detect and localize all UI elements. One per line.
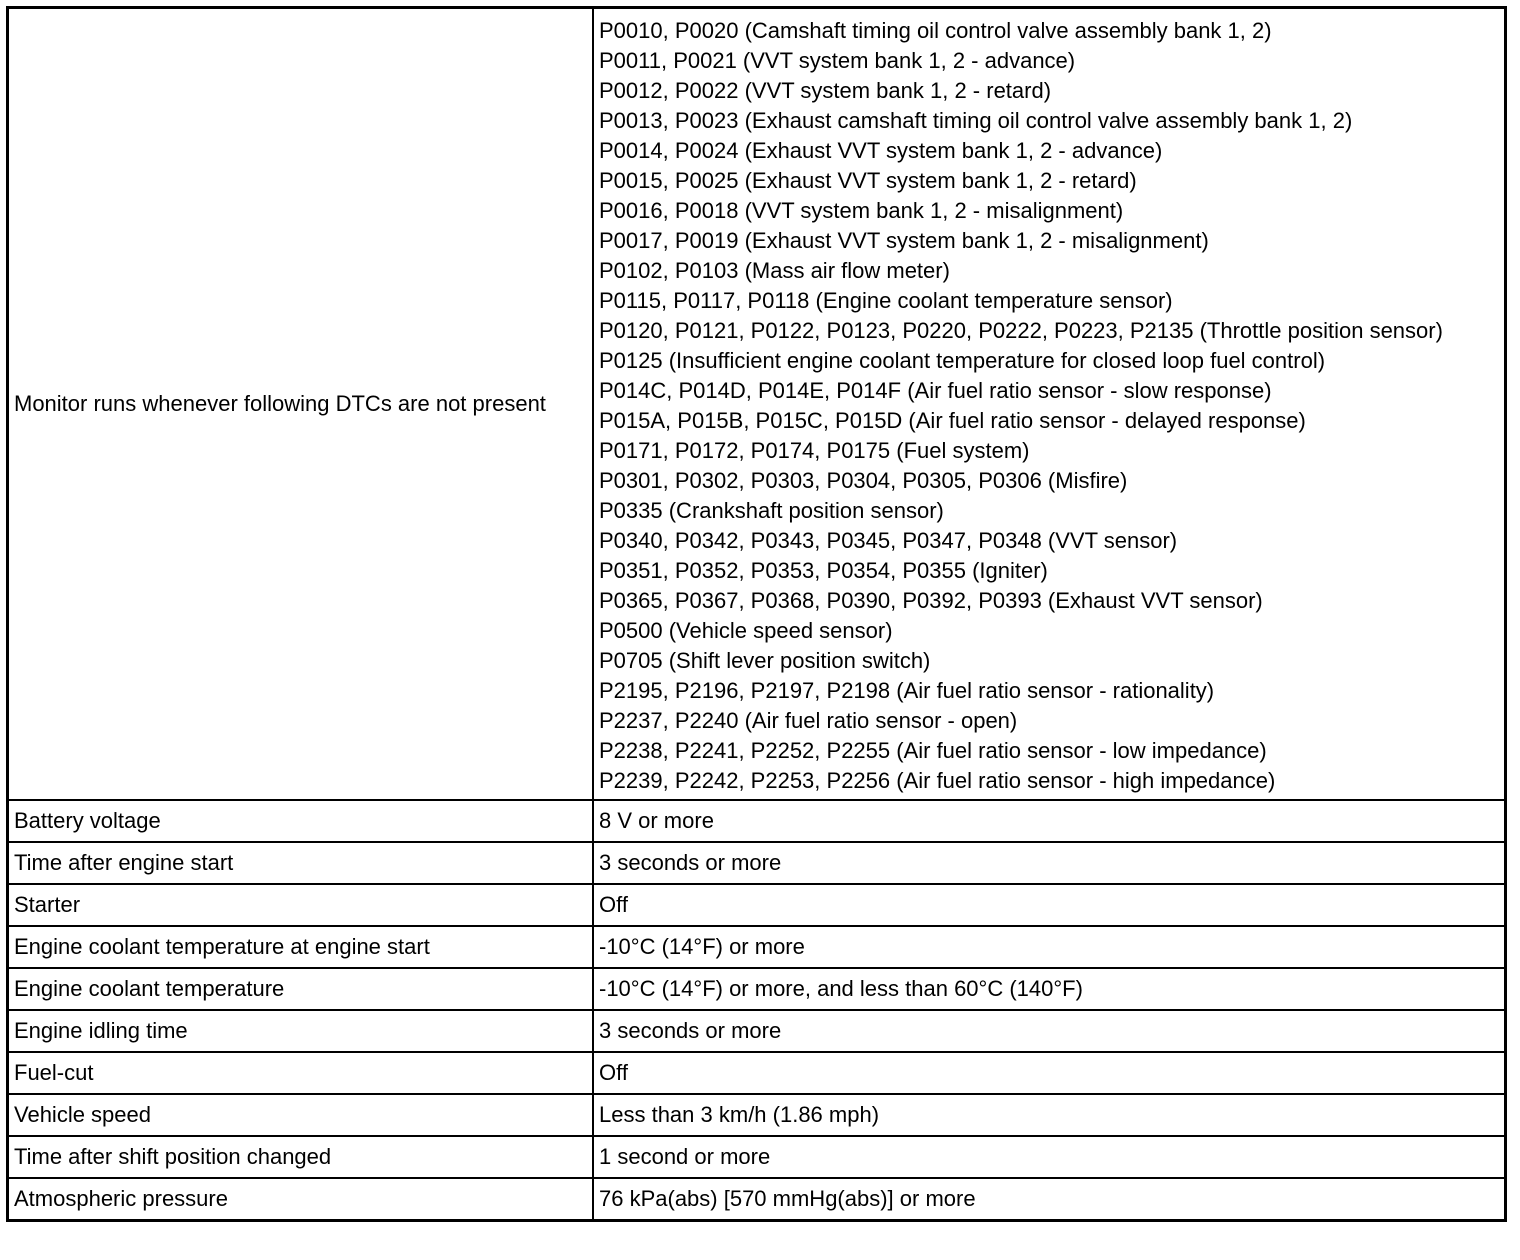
condition-label: Time after engine start: [8, 842, 594, 884]
dtc-list-item: P0301, P0302, P0303, P0304, P0305, P0306 (Misfire): [599, 468, 1128, 493]
condition-value: -10°C (14°F) or more, and less than 60°C (140°F): [593, 968, 1506, 1010]
table-row-idling-time: [8, 1010, 1506, 1052]
dtc-list-item: P0013, P0023 (Exhaust camshaft timing oil control valve assembly bank 1, 2): [599, 108, 1353, 133]
condition-value: Off: [593, 1052, 1506, 1094]
condition-label: Vehicle speed: [8, 1094, 594, 1136]
condition-label: Engine coolant temperature: [8, 968, 594, 1010]
dtc-list-item: P0500 (Vehicle speed sensor): [599, 618, 893, 643]
dtc-list-item: P0705 (Shift lever position switch): [599, 648, 931, 673]
dtc-list-item: P2238, P2241, P2252, P2255 (Air fuel ratio sensor - low impedance): [599, 738, 1267, 763]
dtc-list-item: P2239, P2242, P2253, P2256 (Air fuel ratio sensor - high impedance): [599, 768, 1276, 793]
dtc-list-item: P2195, P2196, P2197, P2198 (Air fuel ratio sensor - rationality): [599, 678, 1215, 703]
condition-value: 3 seconds or more: [593, 1010, 1506, 1052]
dtc-list: [593, 8, 1506, 801]
dtc-list-item: P0010, P0020 (Camshaft timing oil control valve assembly bank 1, 2): [599, 18, 1272, 43]
table-row-vehicle-speed: [8, 1094, 1506, 1136]
condition-value: 3 seconds or more: [593, 842, 1506, 884]
condition-value: Off: [593, 884, 1506, 926]
dtc-condition-label: Monitor runs whenever following DTCs are not present: [8, 8, 594, 801]
monitor-conditions-table: [6, 6, 1507, 1222]
condition-label: Engine coolant temperature at engine start: [8, 926, 594, 968]
dtc-list-item: P0015, P0025 (Exhaust VVT system bank 1, 2 - retard): [599, 168, 1137, 193]
condition-value: 1 second or more: [593, 1136, 1506, 1178]
dtc-list-item: P0017, P0019 (Exhaust VVT system bank 1, 2 - misalignment): [599, 228, 1209, 253]
dtc-list-item: P0340, P0342, P0343, P0345, P0347, P0348 (VVT sensor): [599, 528, 1178, 553]
table-row-time-after-engine-start: [8, 842, 1506, 884]
condition-label: Battery voltage: [8, 800, 594, 842]
table-row-starter: [8, 884, 1506, 926]
dtc-list-item: P0014, P0024 (Exhaust VVT system bank 1, 2 - advance): [599, 138, 1163, 163]
condition-label: Atmospheric pressure: [8, 1178, 594, 1221]
dtc-list-item: P2237, P2240 (Air fuel ratio sensor - open): [599, 708, 1018, 733]
table-row-time-after-shift: [8, 1136, 1506, 1178]
table-row-atmospheric-pressure: [8, 1178, 1506, 1221]
condition-label: Fuel-cut: [8, 1052, 594, 1094]
dtc-list-item: P0365, P0367, P0368, P0390, P0392, P0393 (Exhaust VVT sensor): [599, 588, 1263, 613]
condition-label: Engine idling time: [8, 1010, 594, 1052]
dtc-list-item: P0115, P0117, P0118 (Engine coolant temperature sensor): [599, 288, 1173, 313]
condition-value: -10°C (14°F) or more: [593, 926, 1506, 968]
table-row-fuel-cut: [8, 1052, 1506, 1094]
dtc-list-item: P0171, P0172, P0174, P0175 (Fuel system): [599, 438, 1030, 463]
table-row-coolant-temp-at-start: [8, 926, 1506, 968]
table-row-dtc-conditions: [8, 8, 1506, 801]
dtc-list-item: P0335 (Crankshaft position sensor): [599, 498, 944, 523]
dtc-list-item: P0351, P0352, P0353, P0354, P0355 (Igniter): [599, 558, 1048, 583]
dtc-list-item: P015A, P015B, P015C, P015D (Air fuel ratio sensor - delayed response): [599, 408, 1306, 433]
table-row-coolant-temp: [8, 968, 1506, 1010]
condition-label: Time after shift position changed: [8, 1136, 594, 1178]
dtc-list-item: P014C, P014D, P014E, P014F (Air fuel ratio sensor - slow response): [599, 378, 1272, 403]
table-row-battery-voltage: [8, 800, 1506, 842]
condition-value: 76 kPa(abs) [570 mmHg(abs)] or more: [593, 1178, 1506, 1221]
dtc-list-item: P0125 (Insufficient engine coolant temperature for closed loop fuel control): [599, 348, 1326, 373]
dtc-list-item: P0102, P0103 (Mass air flow meter): [599, 258, 950, 283]
dtc-list-item: P0012, P0022 (VVT system bank 1, 2 - retard): [599, 78, 1052, 103]
dtc-list-item: P0016, P0018 (VVT system bank 1, 2 - misalignment): [599, 198, 1124, 223]
dtc-list-item: P0011, P0021 (VVT system bank 1, 2 - advance): [599, 48, 1076, 73]
condition-value: Less than 3 km/h (1.86 mph): [593, 1094, 1506, 1136]
dtc-list-item: P0120, P0121, P0122, P0123, P0220, P0222, P0223, P2135 (Throttle position sensor): [599, 318, 1443, 343]
condition-label: Starter: [8, 884, 594, 926]
condition-value: 8 V or more: [593, 800, 1506, 842]
